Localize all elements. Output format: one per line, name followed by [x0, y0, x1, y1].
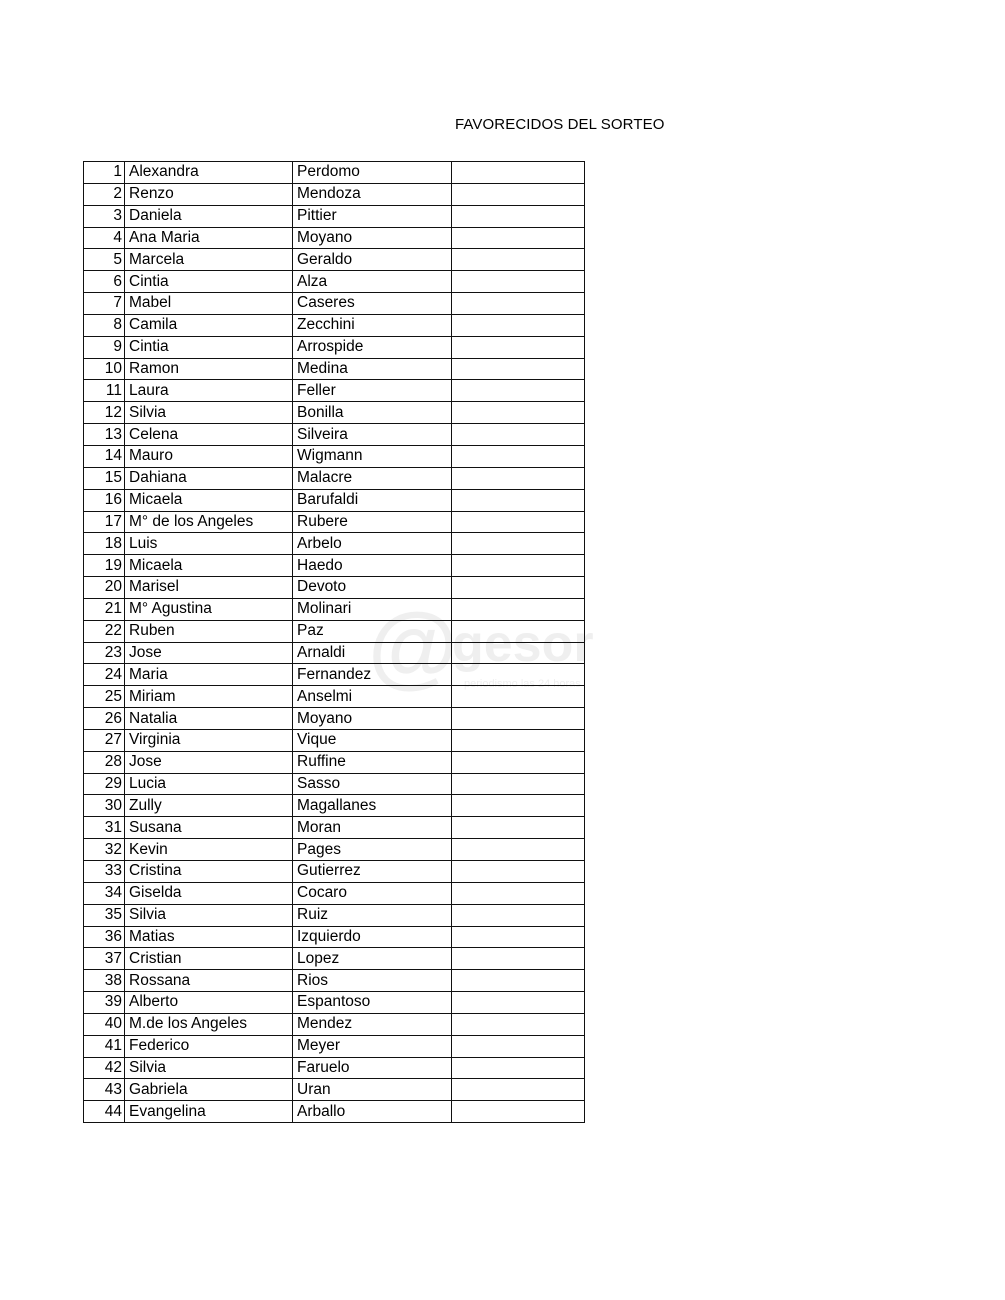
- first-name-cell: Alexandra: [125, 162, 293, 184]
- table-row: [84, 992, 585, 1014]
- first-name-cell: Ana Maria: [125, 227, 293, 249]
- table-row: [84, 467, 585, 489]
- row-number: 41: [84, 1035, 125, 1057]
- first-name-cell: Ruben: [125, 620, 293, 642]
- blank-cell: [452, 948, 585, 970]
- table-row: [84, 336, 585, 358]
- row-number: 6: [84, 271, 125, 293]
- blank-cell: [452, 402, 585, 424]
- last-name-cell: Pittier: [293, 205, 452, 227]
- first-name-cell: Camila: [125, 314, 293, 336]
- first-name-cell: Gabriela: [125, 1079, 293, 1101]
- table-row: [84, 817, 585, 839]
- row-number: 21: [84, 598, 125, 620]
- blank-cell: [452, 205, 585, 227]
- blank-cell: [452, 970, 585, 992]
- last-name-cell: Perdomo: [293, 162, 452, 184]
- table-row: [84, 577, 585, 599]
- blank-cell: [452, 336, 585, 358]
- blank-cell: [452, 271, 585, 293]
- first-name-cell: Mabel: [125, 293, 293, 315]
- row-number: 28: [84, 751, 125, 773]
- first-name-cell: Evangelina: [125, 1101, 293, 1123]
- first-name-cell: Luis: [125, 533, 293, 555]
- first-name-cell: M.de los Angeles: [125, 1013, 293, 1035]
- first-name-cell: Maria: [125, 664, 293, 686]
- table-row: [84, 424, 585, 446]
- last-name-cell: Feller: [293, 380, 452, 402]
- last-name-cell: Devoto: [293, 577, 452, 599]
- row-number: 13: [84, 424, 125, 446]
- first-name-cell: Marcela: [125, 249, 293, 271]
- row-number: 11: [84, 380, 125, 402]
- first-name-cell: Silvia: [125, 402, 293, 424]
- first-name-cell: Alberto: [125, 992, 293, 1014]
- table-row: [84, 1035, 585, 1057]
- row-number: 27: [84, 729, 125, 751]
- blank-cell: [452, 642, 585, 664]
- first-name-cell: Susana: [125, 817, 293, 839]
- winners-table: [83, 161, 585, 1123]
- last-name-cell: Arbelo: [293, 533, 452, 555]
- blank-cell: [452, 249, 585, 271]
- first-name-cell: Mauro: [125, 445, 293, 467]
- blank-cell: [452, 577, 585, 599]
- last-name-cell: Vique: [293, 729, 452, 751]
- table-row: [84, 314, 585, 336]
- table-row: [84, 686, 585, 708]
- row-number: 44: [84, 1101, 125, 1123]
- row-number: 17: [84, 511, 125, 533]
- first-name-cell: Ramon: [125, 358, 293, 380]
- blank-cell: [452, 773, 585, 795]
- table-row: [84, 227, 585, 249]
- last-name-cell: Zecchini: [293, 314, 452, 336]
- blank-cell: [452, 751, 585, 773]
- table-row: [84, 1079, 585, 1101]
- last-name-cell: Arballo: [293, 1101, 452, 1123]
- last-name-cell: Uran: [293, 1079, 452, 1101]
- last-name-cell: Rubere: [293, 511, 452, 533]
- first-name-cell: Celena: [125, 424, 293, 446]
- last-name-cell: Cocaro: [293, 882, 452, 904]
- blank-cell: [452, 1057, 585, 1079]
- last-name-cell: Rios: [293, 970, 452, 992]
- blank-cell: [452, 358, 585, 380]
- blank-cell: [452, 729, 585, 751]
- row-number: 19: [84, 555, 125, 577]
- row-number: 18: [84, 533, 125, 555]
- table-row: [84, 861, 585, 883]
- last-name-cell: Paz: [293, 620, 452, 642]
- last-name-cell: Malacre: [293, 467, 452, 489]
- last-name-cell: Molinari: [293, 598, 452, 620]
- first-name-cell: Cintia: [125, 271, 293, 293]
- table-row: [84, 795, 585, 817]
- row-number: 35: [84, 904, 125, 926]
- row-number: 38: [84, 970, 125, 992]
- blank-cell: [452, 424, 585, 446]
- last-name-cell: Moyano: [293, 227, 452, 249]
- table-row: [84, 358, 585, 380]
- blank-cell: [452, 1035, 585, 1057]
- first-name-cell: M° Agustina: [125, 598, 293, 620]
- row-number: 31: [84, 817, 125, 839]
- row-number: 33: [84, 861, 125, 883]
- watermark-word: gesor: [452, 615, 594, 673]
- last-name-cell: Anselmi: [293, 686, 452, 708]
- first-name-cell: Micaela: [125, 555, 293, 577]
- first-name-cell: Laura: [125, 380, 293, 402]
- last-name-cell: Alza: [293, 271, 452, 293]
- blank-cell: [452, 817, 585, 839]
- row-number: 23: [84, 642, 125, 664]
- first-name-cell: Cintia: [125, 336, 293, 358]
- table-row: [84, 1057, 585, 1079]
- last-name-cell: Silveira: [293, 424, 452, 446]
- blank-cell: [452, 511, 585, 533]
- table-row: [84, 970, 585, 992]
- blank-cell: [452, 467, 585, 489]
- first-name-cell: Lucia: [125, 773, 293, 795]
- blank-cell: [452, 686, 585, 708]
- last-name-cell: Mendoza: [293, 183, 452, 205]
- table-row: [84, 620, 585, 642]
- last-name-cell: Meyer: [293, 1035, 452, 1057]
- table-row: [84, 882, 585, 904]
- blank-cell: [452, 992, 585, 1014]
- last-name-cell: Izquierdo: [293, 926, 452, 948]
- last-name-cell: Geraldo: [293, 249, 452, 271]
- blank-cell: [452, 795, 585, 817]
- first-name-cell: Jose: [125, 751, 293, 773]
- table-row: [84, 729, 585, 751]
- table-row: [84, 1013, 585, 1035]
- blank-cell: [452, 489, 585, 511]
- table-row: [84, 402, 585, 424]
- table-row: [84, 751, 585, 773]
- first-name-cell: Renzo: [125, 183, 293, 205]
- page-title: FAVORECIDOS DEL SORTEO: [455, 116, 665, 133]
- last-name-cell: Haedo: [293, 555, 452, 577]
- table-row: [84, 1101, 585, 1123]
- row-number: 15: [84, 467, 125, 489]
- blank-cell: [452, 183, 585, 205]
- row-number: 34: [84, 882, 125, 904]
- first-name-cell: Cristina: [125, 861, 293, 883]
- table-row: [84, 205, 585, 227]
- watermark-at-symbol: @: [368, 595, 458, 697]
- row-number: 3: [84, 205, 125, 227]
- blank-cell: [452, 904, 585, 926]
- last-name-cell: Mendez: [293, 1013, 452, 1035]
- table-row: [84, 926, 585, 948]
- last-name-cell: Magallanes: [293, 795, 452, 817]
- table-row: [84, 183, 585, 205]
- table-row: [84, 380, 585, 402]
- table-row: [84, 642, 585, 664]
- table-row: [84, 773, 585, 795]
- first-name-cell: Matias: [125, 926, 293, 948]
- row-number: 32: [84, 839, 125, 861]
- first-name-cell: Virginia: [125, 729, 293, 751]
- last-name-cell: Caseres: [293, 293, 452, 315]
- table-row: [84, 293, 585, 315]
- first-name-cell: Miriam: [125, 686, 293, 708]
- blank-cell: [452, 708, 585, 730]
- last-name-cell: Ruiz: [293, 904, 452, 926]
- blank-cell: [452, 162, 585, 184]
- table-row: [84, 511, 585, 533]
- row-number: 42: [84, 1057, 125, 1079]
- blank-cell: [452, 314, 585, 336]
- table-row: [84, 708, 585, 730]
- blank-cell: [452, 861, 585, 883]
- table-row: [84, 162, 585, 184]
- table-row: [84, 904, 585, 926]
- blank-cell: [452, 227, 585, 249]
- last-name-cell: Arnaldi: [293, 642, 452, 664]
- blank-cell: [452, 598, 585, 620]
- row-number: 25: [84, 686, 125, 708]
- row-number: 1: [84, 162, 125, 184]
- last-name-cell: Arrospide: [293, 336, 452, 358]
- first-name-cell: Micaela: [125, 489, 293, 511]
- blank-cell: [452, 620, 585, 642]
- watermark-tagline: periodismo las 24 horas: [464, 678, 581, 690]
- last-name-cell: Faruelo: [293, 1057, 452, 1079]
- last-name-cell: Barufaldi: [293, 489, 452, 511]
- blank-cell: [452, 555, 585, 577]
- row-number: 37: [84, 948, 125, 970]
- table-row: [84, 445, 585, 467]
- blank-cell: [452, 1013, 585, 1035]
- first-name-cell: Giselda: [125, 882, 293, 904]
- blank-cell: [452, 445, 585, 467]
- table-row: [84, 555, 585, 577]
- row-number: 20: [84, 577, 125, 599]
- blank-cell: [452, 380, 585, 402]
- table-row: [84, 489, 585, 511]
- last-name-cell: Bonilla: [293, 402, 452, 424]
- row-number: 26: [84, 708, 125, 730]
- row-number: 2: [84, 183, 125, 205]
- row-number: 24: [84, 664, 125, 686]
- table-row: [84, 249, 585, 271]
- last-name-cell: Gutierrez: [293, 861, 452, 883]
- first-name-cell: Natalia: [125, 708, 293, 730]
- row-number: 4: [84, 227, 125, 249]
- last-name-cell: Moyano: [293, 708, 452, 730]
- first-name-cell: Cristian: [125, 948, 293, 970]
- last-name-cell: Medina: [293, 358, 452, 380]
- last-name-cell: Wigmann: [293, 445, 452, 467]
- row-number: 43: [84, 1079, 125, 1101]
- first-name-cell: Rossana: [125, 970, 293, 992]
- row-number: 14: [84, 445, 125, 467]
- row-number: 29: [84, 773, 125, 795]
- row-number: 30: [84, 795, 125, 817]
- row-number: 5: [84, 249, 125, 271]
- last-name-cell: Espantoso: [293, 992, 452, 1014]
- first-name-cell: Marisel: [125, 577, 293, 599]
- row-number: 10: [84, 358, 125, 380]
- table-row: [84, 839, 585, 861]
- first-name-cell: Silvia: [125, 904, 293, 926]
- row-number: 16: [84, 489, 125, 511]
- last-name-cell: Lopez: [293, 948, 452, 970]
- row-number: 12: [84, 402, 125, 424]
- first-name-cell: Federico: [125, 1035, 293, 1057]
- table-row: [84, 533, 585, 555]
- last-name-cell: Fernandez: [293, 664, 452, 686]
- blank-cell: [452, 664, 585, 686]
- first-name-cell: Zully: [125, 795, 293, 817]
- table-row: [84, 271, 585, 293]
- first-name-cell: Silvia: [125, 1057, 293, 1079]
- blank-cell: [452, 882, 585, 904]
- row-number: 9: [84, 336, 125, 358]
- blank-cell: [452, 293, 585, 315]
- row-number: 39: [84, 992, 125, 1014]
- last-name-cell: Ruffine: [293, 751, 452, 773]
- row-number: 36: [84, 926, 125, 948]
- table-row: [84, 598, 585, 620]
- first-name-cell: M° de los Angeles: [125, 511, 293, 533]
- row-number: 8: [84, 314, 125, 336]
- blank-cell: [452, 1101, 585, 1123]
- blank-cell: [452, 533, 585, 555]
- table-row: [84, 948, 585, 970]
- last-name-cell: Sasso: [293, 773, 452, 795]
- last-name-cell: Pages: [293, 839, 452, 861]
- table-row: [84, 664, 585, 686]
- first-name-cell: Dahiana: [125, 467, 293, 489]
- row-number: 22: [84, 620, 125, 642]
- row-number: 40: [84, 1013, 125, 1035]
- first-name-cell: Jose: [125, 642, 293, 664]
- blank-cell: [452, 1079, 585, 1101]
- first-name-cell: Daniela: [125, 205, 293, 227]
- blank-cell: [452, 926, 585, 948]
- first-name-cell: Kevin: [125, 839, 293, 861]
- winners-table-body: [84, 162, 585, 1123]
- last-name-cell: Moran: [293, 817, 452, 839]
- blank-cell: [452, 839, 585, 861]
- row-number: 7: [84, 293, 125, 315]
